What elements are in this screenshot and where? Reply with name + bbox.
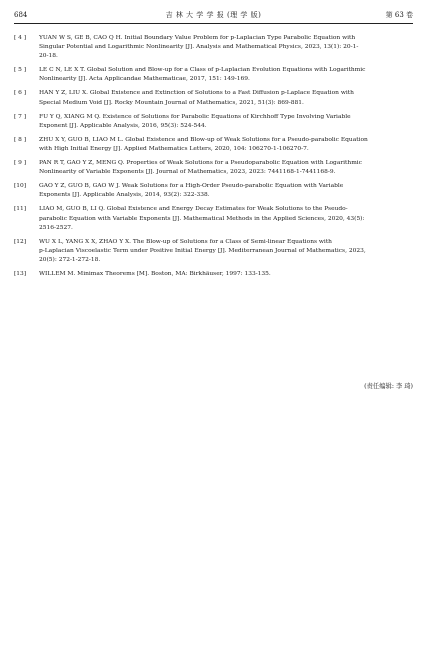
reference-text bbox=[39, 270, 415, 279]
reference-entry bbox=[14, 159, 415, 177]
reference-line: YUAN W S, GE B, CAO Q H. Initial Boundary Value Problem for p-Laplacian Type Parabolic Equation with bbox=[39, 35, 356, 41]
reference-line: Nonlinearity [J]. Acta Applicandae Mathematicae, 2017, 151: 149-169. bbox=[39, 76, 250, 83]
reference-line: parabolic Equation with Variable Exponents [J]. Mathematical Methods in the Applied Sciences, 2020, 43(5): bbox=[39, 215, 365, 222]
volume-label: 第 63 卷 bbox=[385, 11, 413, 19]
reference-number: [ 5 ] bbox=[14, 67, 27, 74]
reference-entry bbox=[14, 136, 415, 154]
reference-line: 20(5): 272-1-272-18. bbox=[39, 256, 101, 263]
reference-line: 20-18. bbox=[39, 53, 58, 60]
reference-line: 2516-2527. bbox=[39, 224, 73, 231]
running-header bbox=[14, 9, 413, 24]
page-number: 684 bbox=[14, 11, 28, 19]
editor-note: (责任编辑: 李 琦) bbox=[364, 383, 413, 390]
reference-text bbox=[39, 66, 415, 84]
reference-line: p-Laplacian Viscoelastic Term under Positive Initial Energy [J]. Mediterranean Journal of Mathematics, 2023, bbox=[39, 247, 366, 254]
reference-number: [10] bbox=[14, 183, 27, 190]
reference-number: [ 9 ] bbox=[14, 160, 27, 167]
reference-list bbox=[14, 34, 415, 284]
reference-line: WILLEM M. Minimax Theorems [M]. Boston, MA: Birkhäuser, 1997: 133-135. bbox=[39, 270, 271, 277]
journal-title: 吉 林 大 学 学 报 (理 学 版) bbox=[165, 11, 262, 19]
reference-number: [ 4 ] bbox=[14, 35, 27, 41]
reference-entry bbox=[14, 113, 415, 131]
reference-line: Nonlinearity of Variable Exponents [J]. Journal of Mathematics, 2023, 2023: 7441168-1-7441168-9. bbox=[39, 169, 336, 176]
reference-text bbox=[39, 34, 415, 61]
reference-text bbox=[39, 113, 415, 131]
reference-line: ZHU X Y, GUO B, LIAO M L. Global Existence and Blow-up of Weak Solutions for a Pseudo-parabolic Equation bbox=[39, 136, 368, 143]
reference-line: GAO Y Z, GUO B, GAO W J. Weak Solutions for a High-Order Pseudo-parabolic Equation with Variable bbox=[39, 183, 344, 190]
reference-text bbox=[39, 238, 415, 265]
reference-number: [12] bbox=[14, 238, 27, 245]
reference-entry bbox=[14, 66, 415, 84]
reference-number: [13] bbox=[14, 270, 27, 277]
reference-number: [11] bbox=[14, 206, 27, 213]
reference-line: FU Y Q, XIANG M Q. Existence of Solutions for Parabolic Equations of Kirchhoff Type Involving Variable bbox=[39, 113, 351, 120]
reference-line: Special Medium Void [J]. Rocky Mountain Journal of Mathematics, 2021, 51(3): 869-881. bbox=[39, 99, 304, 106]
reference-entry bbox=[14, 89, 415, 107]
reference-entry bbox=[14, 238, 415, 265]
reference-line: with High Initial Energy [J]. Applied Mathematics Letters, 2020, 104: 106270-1-106270-7. bbox=[39, 145, 309, 152]
reference-line: HAN Y Z, LIU X. Global Existence and Extinction of Solutions to a Fast Diffusion p-Laplace Equation with bbox=[39, 90, 354, 97]
reference-text bbox=[39, 136, 415, 154]
reference-entry bbox=[14, 205, 415, 232]
reference-line: PAN R T, GAO Y Z, MENG Q. Properties of Weak Solutions for a Pseudoparabolic Equation with Logarithmic bbox=[39, 160, 362, 167]
reference-number: [ 7 ] bbox=[14, 113, 27, 120]
reference-entry bbox=[14, 270, 415, 279]
reference-entry bbox=[14, 34, 415, 61]
reference-text bbox=[39, 205, 415, 232]
reference-text bbox=[39, 159, 415, 177]
reference-number: [ 6 ] bbox=[14, 90, 27, 97]
reference-line: Exponent [J]. Applicable Analysis, 2016, 95(3): 524-544. bbox=[39, 122, 207, 129]
reference-number: [ 8 ] bbox=[14, 136, 27, 143]
reference-text bbox=[39, 182, 415, 200]
reference-line: LIAO M, GUO B, LI Q. Global Existence and Energy Decay Estimates for Weak Solutions to the Pseudo- bbox=[39, 206, 348, 213]
reference-entry bbox=[14, 182, 415, 200]
reference-text bbox=[39, 89, 415, 107]
reference-line: Exponents [J]. Applicable Analysis, 2014, 93(2): 322-338. bbox=[39, 192, 210, 199]
reference-line: LE C N, LE X T. Global Solution and Blow-up for a Class of p-Laplacian Evolution Equations with Logarithmic bbox=[39, 67, 366, 74]
reference-line: WU X L, YANG X X, ZHAO Y X. The Blow-up of Solutions for a Class of Semi-linear Equations with bbox=[39, 238, 332, 245]
reference-line: Singular Potential and Logarithmic Nonlinearity [J]. Analysis and Mathematical Physics, 2023, 13(1): 20-1- bbox=[39, 44, 359, 51]
